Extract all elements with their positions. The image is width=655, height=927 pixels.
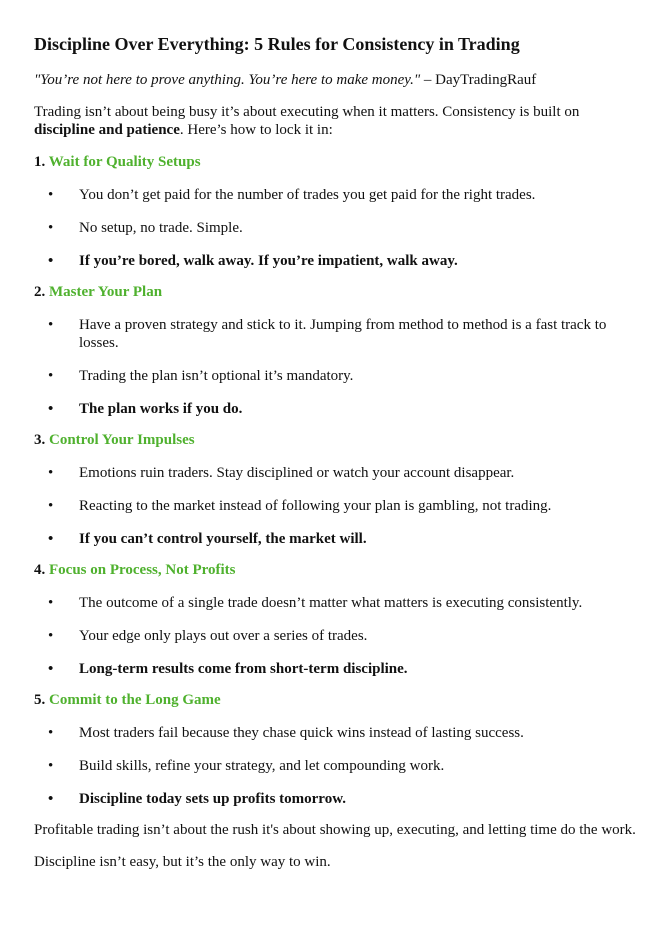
intro-bold-text: discipline and patience [34,122,180,138]
list-item: • Your edge only plays out over a series of trades. [48,628,368,644]
list-item: • Most traders fail because they chase quick wins instead of lasting success. [48,725,524,741]
closing-paragraph-1: Profitable trading isn’t about the rush it's about showing up, executing, and letting time do the work. [34,822,636,838]
section-number: 3. [34,432,46,448]
bullet-icon: • [48,187,54,203]
bullet-icon: • [48,791,54,807]
list-item: • Emotions ruin traders. Stay disciplined or watch your account disappear. [48,465,515,481]
intro-paragraph [34,103,624,139]
list-item: • Long-term results come from short-term discipline. [48,661,408,677]
bullet-icon: • [48,595,54,611]
bullet-icon: • [48,317,54,333]
section-heading [34,431,634,449]
section-number: 2. [34,284,46,300]
section-number: 5. [34,692,46,708]
bullet-icon: • [48,628,54,644]
section-title: Master Your Plan [49,284,163,300]
intro-text-before: Trading isn’t about being busy it’s about executing when it matters. Consistency is built on [34,104,580,120]
intro-text-after: . Here’s how to lock it in: [179,122,333,138]
bullet-icon: • [48,661,54,677]
quote-text: "You’re not here to prove anything. You’re here to make money." [34,72,421,88]
bullet-icon: • [48,220,54,236]
section-5 [34,691,634,808]
section-title: Focus on Process, Not Profits [49,562,236,578]
bullet-icon: • [48,368,54,384]
section-2 [34,283,634,418]
list-item: • Reacting to the market instead of following your plan is gambling, not trading. [48,498,552,514]
section-number: 4. [34,562,46,578]
list-item: • The plan works if you do. [48,401,243,417]
closing-paragraph-2: Discipline isn’t easy, but it’s the only way to win. [34,854,331,870]
bullet-icon: • [48,465,54,481]
bullet-icon: • [48,253,54,269]
list-item: • Discipline today sets up profits tomorrow. [48,791,346,807]
section-heading [34,691,634,709]
section-title: Wait for Quality Setups [48,154,201,170]
bullet-list [34,724,634,808]
bullet-icon: • [48,498,54,514]
section-heading [34,283,634,301]
bullet-icon: • [48,725,54,741]
list-item: • Have a proven strategy and stick to it. Jumping from method to method is a fast track to losses. [48,317,607,351]
bullet-icon: • [48,758,54,774]
page-title: Discipline Over Everything: 5 Rules for Consistency in Trading [34,34,520,54]
section-1 [34,153,634,270]
list-item: • You don’t get paid for the number of trades you get paid for the right trades. [48,187,536,203]
bullet-icon: • [48,531,54,547]
list-item: • Build skills, refine your strategy, and let compounding work. [48,758,445,774]
bullet-list [34,594,634,678]
list-item: • Trading the plan isn’t optional it’s mandatory. [48,368,354,384]
section-title: Commit to the Long Game [49,692,221,708]
list-item: • No setup, no trade. Simple. [48,220,243,236]
quote [34,71,536,89]
bullet-list [34,186,634,270]
section-heading [34,561,634,579]
bullet-list [34,316,634,418]
section-4 [34,561,634,678]
section-heading [34,153,634,171]
section-title: Control Your Impulses [49,432,195,448]
list-item: • The outcome of a single trade doesn’t matter what matters is executing consistently. [48,595,583,611]
list-item: • If you’re bored, walk away. If you’re impatient, walk away. [48,253,458,269]
bullet-list [34,464,634,548]
bullet-icon: • [48,401,54,417]
section-number: 1. [34,154,46,170]
quote-attribution: – DayTradingRauf [420,72,537,88]
section-3 [34,431,634,548]
list-item: • If you can’t control yourself, the market will. [48,531,367,547]
